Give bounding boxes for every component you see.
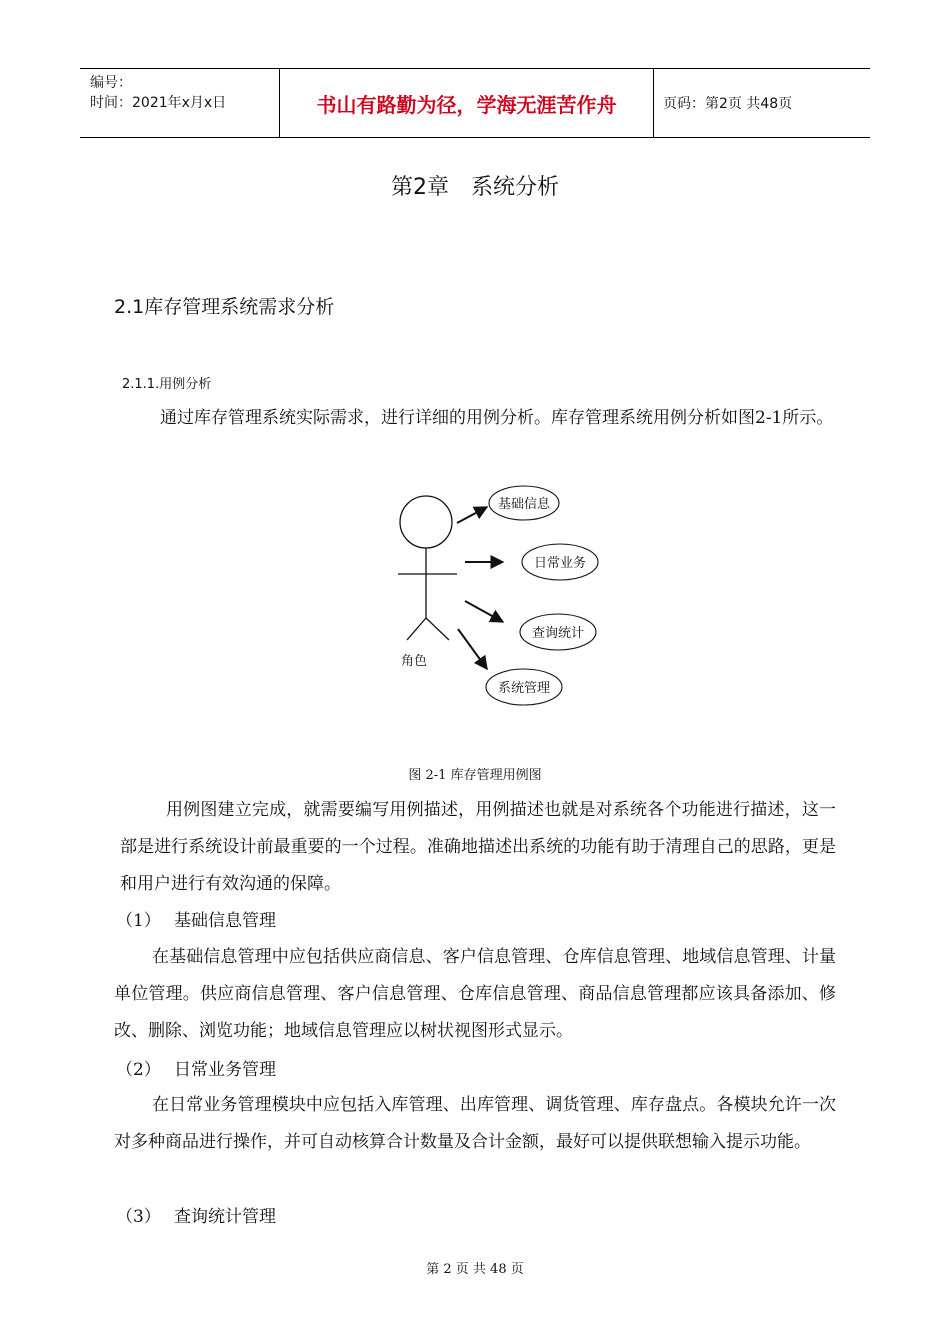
list-item [116, 906, 276, 931]
basic-info-paragraph: 在基础信息管理中应包括供应商信息、客户信息管理、仓库信息管理、地域信息管理、计量单位管理。供应商信息管理、客户信息管理、仓库信息管理、商品信息管理都应该具备添加、修改、删除、浏览功能；地域信息管理应以树状视图形式显示。 [114, 947, 836, 1041]
number-label: 编号： [90, 75, 132, 91]
item-number: （3） [116, 1207, 161, 1227]
arrow-query-stats [465, 601, 503, 622]
section-title: 2.1库存管理系统需求分析 [114, 296, 335, 318]
header-motto: 书山有路勤为径，学海无涯苦作舟 [280, 69, 654, 137]
use-case-label-daily-business: 日常业务 [533, 556, 587, 571]
list-item [116, 1055, 276, 1080]
actor-figure [398, 496, 457, 640]
after-figure-paragraph: 用例图建立完成，就需要编写用例描述，用例描述也就是对系统各个功能进行描述，这一部是进行系统设计前最重要的一个过程。准确地描述出系统的功能有助于清理自己的思路，更是和用户进行有效沟通的保障。 [120, 800, 836, 894]
figure-caption: 图 2-1 库存管理用例图 [408, 768, 542, 783]
chapter-heading [0, 170, 950, 201]
item-number: （1） [116, 911, 161, 931]
header-page-info: 页码：第2页 共48页 [663, 96, 793, 112]
time-label: 时间：2021年x月x日 [90, 95, 227, 111]
use-case-diagram [395, 482, 605, 714]
item-label: 日常业务管理 [174, 1060, 276, 1080]
page-header [80, 68, 870, 138]
use-case-label-system-admin: 系统管理 [497, 681, 551, 696]
use-case-label-basic-info: 基础信息 [497, 497, 551, 512]
chapter-number: 第2章 [390, 175, 449, 200]
subsection-title: 2.1.1.用例分析 [122, 377, 212, 392]
actor-label: 角色 [401, 654, 428, 669]
page-footer: 第 2 页 共 48 页 [426, 1262, 524, 1277]
item-label: 查询统计管理 [174, 1207, 276, 1227]
chapter-title: 系统分析 [470, 175, 559, 200]
header-meta [80, 69, 280, 137]
daily-business-paragraph: 在日常业务管理模块中应包括入库管理、出库管理、调货管理、库存盘点。各模块允许一次对多种商品进行操作，并可自动核算合计数量及合计金额，最好可以提供联想输入提示功能。 [114, 1095, 836, 1152]
intro-paragraph: 通过库存管理系统实际需求，进行详细的用例分析。库存管理系统用例分析如图2-1所示。 [160, 408, 834, 428]
arrow-basic-info [457, 507, 487, 523]
item-label: 基础信息管理 [174, 911, 276, 931]
arrow-system-admin [458, 629, 487, 669]
use-case-label-query-stats: 查询统计 [531, 626, 585, 641]
list-item [116, 1202, 276, 1227]
item-number: （2） [116, 1060, 161, 1080]
